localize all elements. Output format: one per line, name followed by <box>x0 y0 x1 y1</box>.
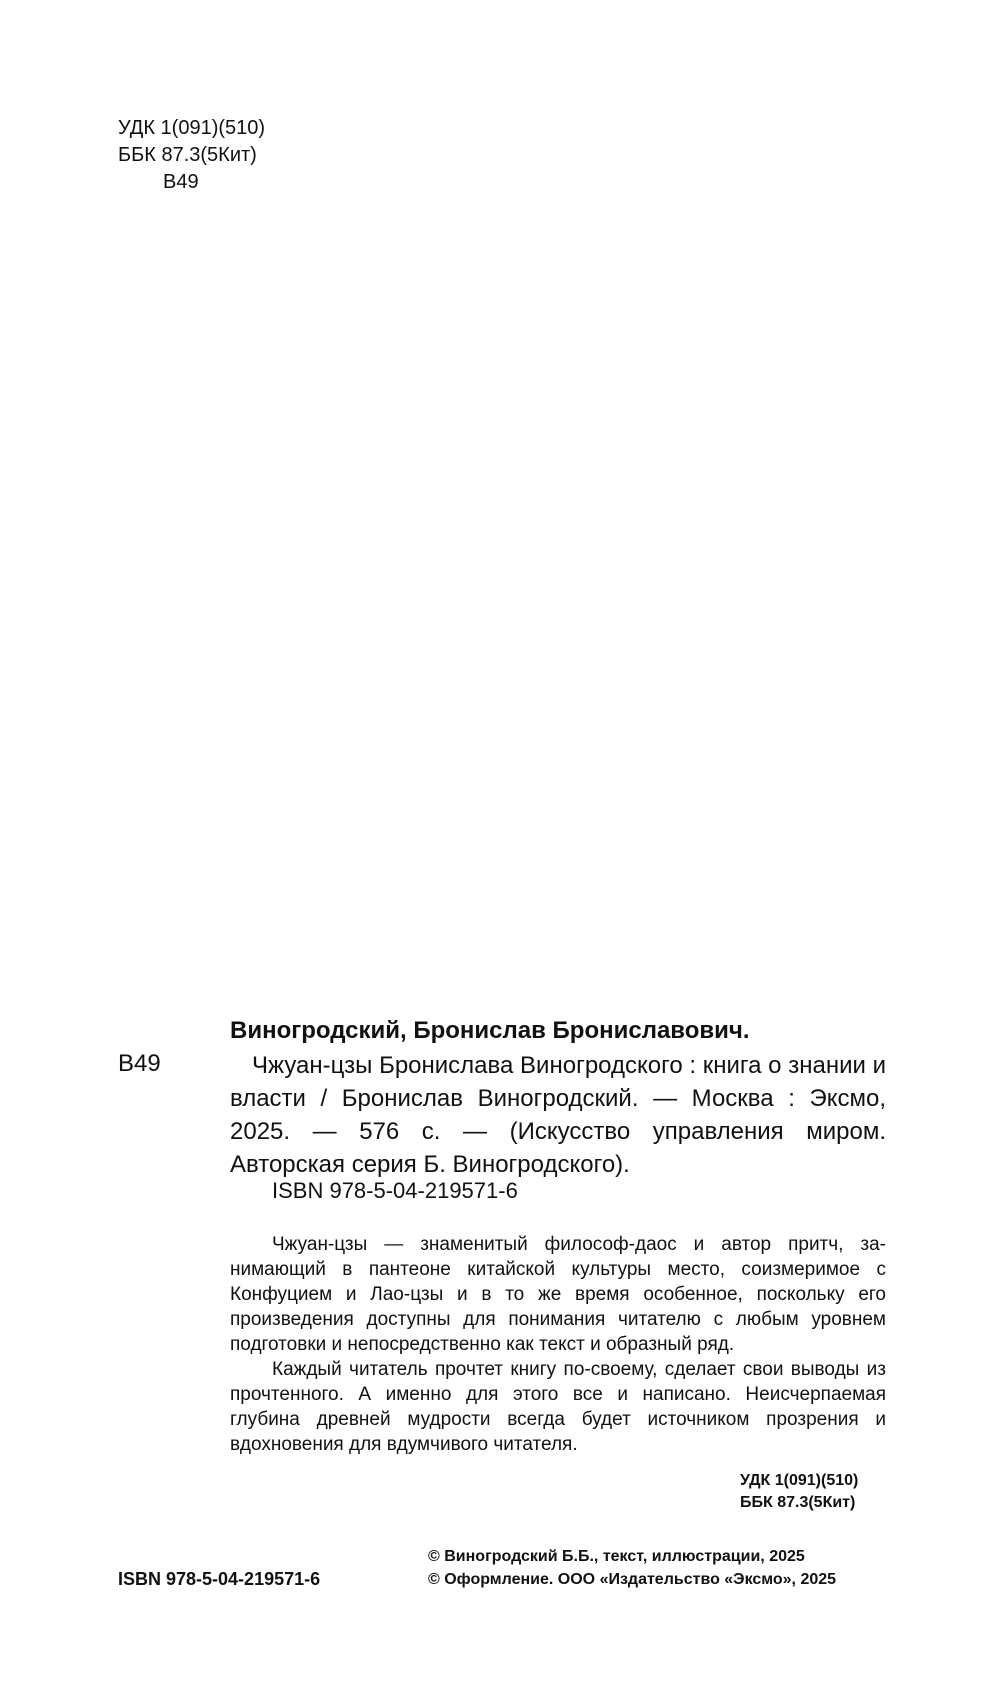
card-isbn: ISBN 978-5-04-219571-6 <box>272 1178 518 1203</box>
top-bbk-code: ББК 87.3(5Кит) <box>118 144 257 166</box>
author-heading: Виногродский, Бронислав Брониславович. <box>230 1017 750 1044</box>
bibliographic-entry: Чжуан-цзы Бронислава Виногродского : книга о знании и власти / Бронислав Виногродский. — Москва : Эксмо, 2025. — 576 с. — (Искусство управления миром. Авторская серия Б. Виногродского). <box>230 1052 886 1178</box>
copyright-text: © Виногродский Б.Б., текст, иллюстрации, 2025 <box>428 1548 805 1565</box>
top-author-mark: В49 <box>163 171 199 193</box>
card-author-mark: В49 <box>118 1050 161 1077</box>
footer-isbn: ISBN 978-5-04-219571-6 <box>118 1569 321 1589</box>
card-udc-code: УДК 1(091)(510) <box>740 1472 859 1489</box>
annotation <box>230 1232 886 1457</box>
top-udc-code: УДК 1(091)(510) <box>118 117 266 139</box>
annotation-paragraph: Каждый читатель прочтет книгу по-своему, сделает свои выводы из прочтенного. А именно для этого все и написано. Неисчерпаемая глубина древней мудрости всегда будет источником прозрения и вдохновения для вдумчивого читателя. <box>230 1359 886 1455</box>
annotation-paragraph: Чжуан-цзы — знаменитый философ-даос и автор притч, занимающий в пантеоне китайской культуры место, соизмеримое с Конфуцием и Лао-цзы и в то же время особенное, поскольку его произведения доступны для понимания читателю с любым уровнем подготовки и непосредственно как текст и образный ряд. <box>230 1234 886 1355</box>
card-bbk-code: ББК 87.3(5Кит) <box>740 1494 856 1511</box>
copyright-design: © Оформление. ООО «Издательство «Эксмо», 2025 <box>428 1571 837 1588</box>
